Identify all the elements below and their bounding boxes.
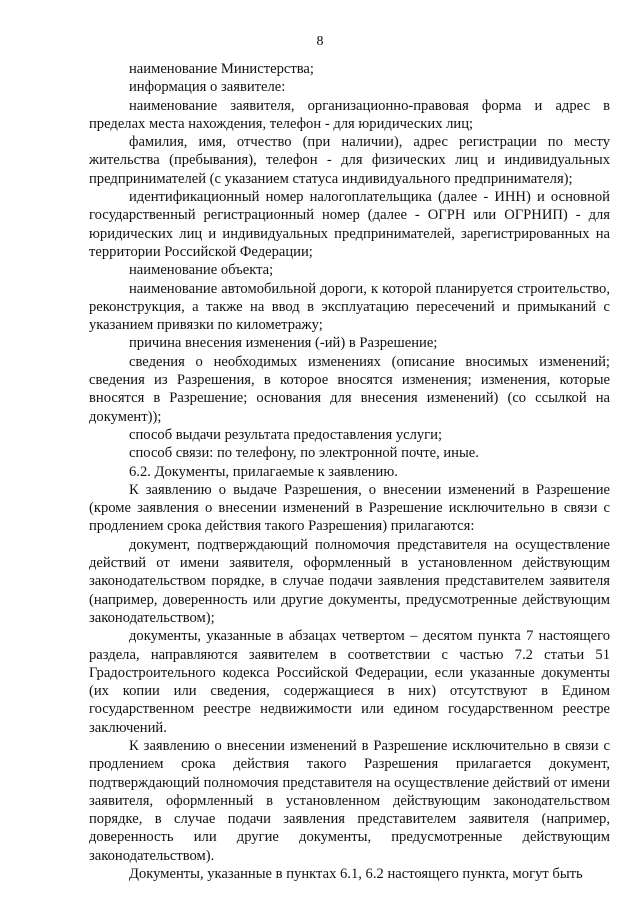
paragraph-object-name: наименование объекта; xyxy=(129,262,274,279)
paragraph-road-name: наименование автомобильной дороги, к которой планируется строительство, реконструкция, а также на ввод в эксплуатацию пересечений и примыканий с указанием привязки по километражу; xyxy=(89,280,610,334)
paragraph-individual: фамилия, имя, отчество (при наличии), адрес регистрации по месту жительства (пребывания), телефон - для физических лиц и индивидуальных предпринимателей (с указанием статуса индивидуального предпринимателя); xyxy=(89,134,610,187)
paragraph-documents-registry: документы, указанные в абзацах четвертом – десятом пункта 7 настоящего раздела, направляются заявителем в соответствии с частью 7.2 статьи 51 Градостроительного кодекса Российской Федерации, если указанные документы (их копии или сведения, содержащиеся в них) отсутствуют в Едином государственном реестре недвижимости или едином государственном реестре заключений. xyxy=(89,628,610,736)
paragraph-inn-ogrn: идентификационный номер налогоплательщика (далее - ИНН) и основной государственный регистрационный номер (далее - ОГРН или ОГРНИП) - для юридических лиц и индивидуальных предпринимателей, зарегистрированных на территории Российской Федерации; xyxy=(89,189,610,260)
paragraph-change-reason: причина внесения изменения (-ий) в Разрешение; xyxy=(129,335,438,352)
paragraph-contact-method: способ связи: по телефону, по электронной почте, иные. xyxy=(129,445,479,462)
paragraph-documents-may-be: Документы, указанные в пунктах 6.1, 6.2 настоящего пункта, могут быть xyxy=(129,866,583,883)
page-number: 8 xyxy=(316,34,324,49)
paragraph-section-6-2: 6.2. Документы, прилагаемые к заявлению. xyxy=(129,463,398,480)
paragraph-ministry-name: наименование Министерства; xyxy=(129,61,314,77)
paragraph-attachments-intro: К заявлению о выдаче Разрешения, о внесении изменений в Разрешение (кроме заявления о внесении изменений в Разрешение исключительно в связи с продлением срока действия такого Разрешения) прилагаются: xyxy=(89,481,610,535)
paragraph-power-of-attorney: документ, подтверждающий полномочия представителя на осуществление действий от имени заявителя, оформленный в установленном действующим законодательством порядке, в случае подачи заявления представителем заявителя (например, доверенность или другие документы, предусмотренные действующим законодательством); xyxy=(89,536,610,626)
paragraph-change-details: сведения о необходимых изменениях (описание вносимых изменений; сведения из Разрешения, в которое вносятся изменения; изменения, которые вносятся в Разрешение; основания для внесения изменений) (со ссылкой на документ)); xyxy=(89,353,610,425)
paragraph-legal-entity: наименование заявителя, организационно-правовая форма и адрес в пределах места нахождения, телефон - для юридических лиц; xyxy=(89,97,610,132)
paragraph-result-delivery: способ выдачи результата предоставления услуги; xyxy=(129,426,443,443)
paragraph-extension-attachments: К заявлению о внесении изменений в Разрешение исключительно в связи с продлением срока действия такого Разрешения прилагается документ, подтверждающий полномочия представителя на осуществление действий от имени заявителя, оформленный в установленном действующим законодательством порядке, в случае подачи заявления представителем заявителя (например, доверенность или другие документы, предусмотренные действующим законодательством). xyxy=(89,737,610,864)
paragraph-applicant-info: информация о заявителе: xyxy=(129,79,286,96)
document-body xyxy=(89,60,610,883)
